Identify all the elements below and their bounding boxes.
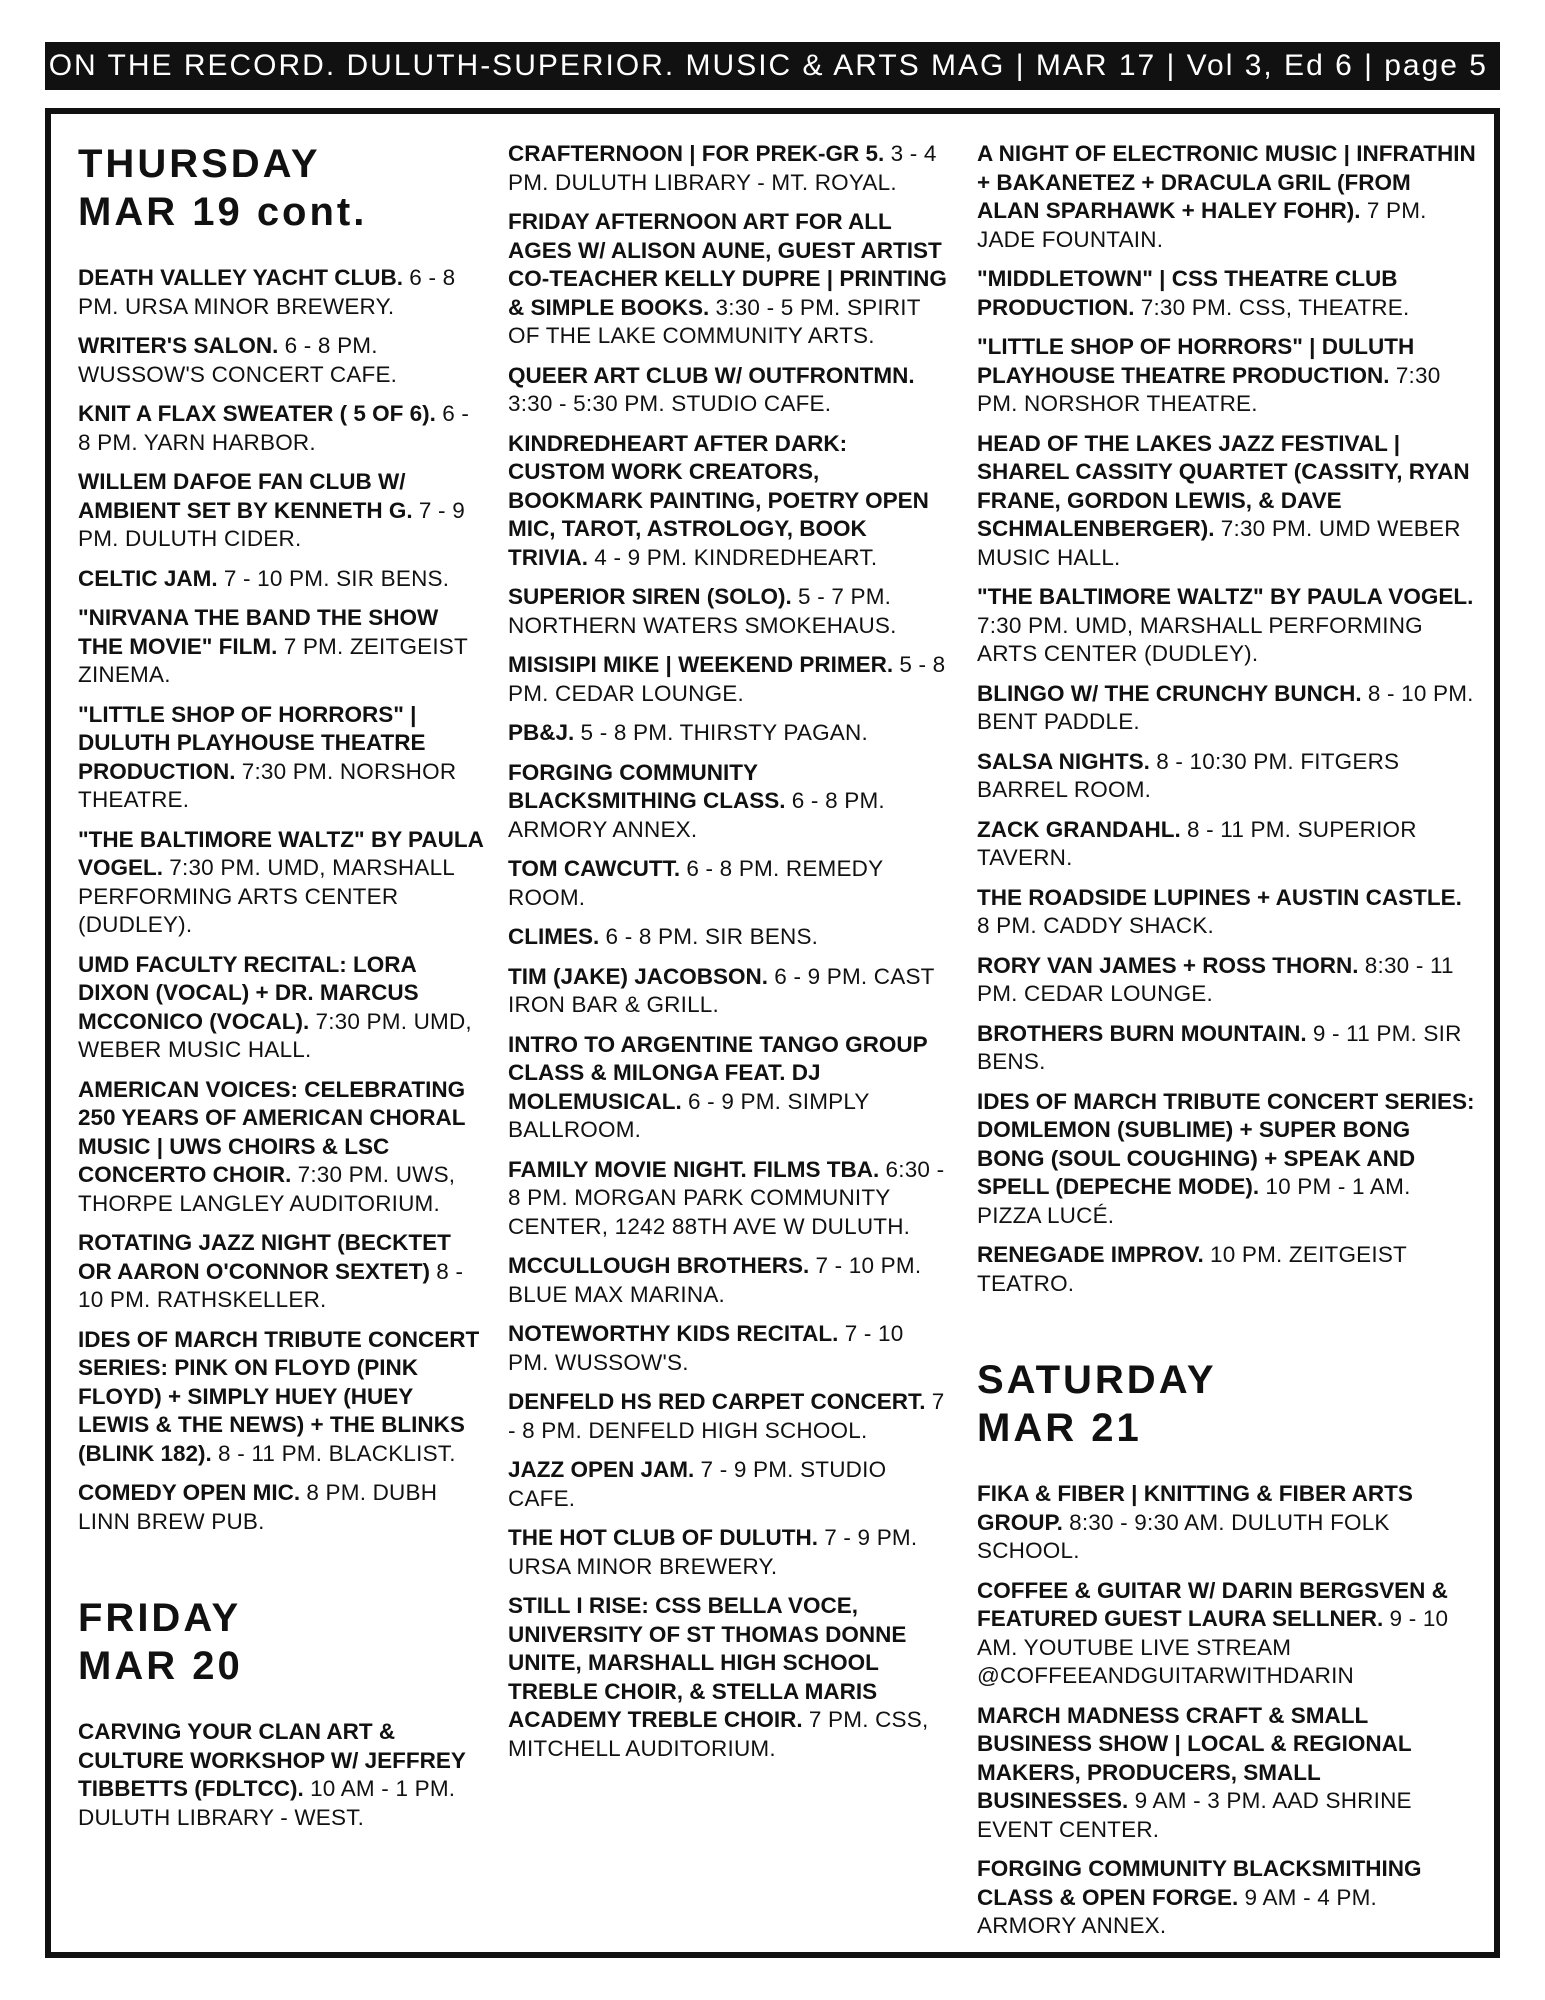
- event-title: QUEER ART CLUB W/ OUTFRONTMN.: [508, 362, 915, 388]
- event-details: 9 - 10 AM. YOUTUBE LIVE STREAM @COFFEEANDGUITARWITHDARIN: [977, 1606, 1449, 1688]
- event-title: KNIT A FLAX SWEATER ( 5 OF 6).: [78, 401, 436, 426]
- event-listing: [508, 1592, 948, 1763]
- event-title: RORY VAN JAMES + ROSS THORN.: [977, 952, 1359, 978]
- event-listing: [78, 826, 488, 940]
- event-title: DENFELD HS RED CARPET CONCERT.: [508, 1389, 926, 1414]
- event-details: 6 - 8 PM. ARMORY ANNEX.: [508, 788, 885, 842]
- event-listing: [977, 265, 1477, 322]
- event-listing: [508, 1320, 948, 1377]
- event-title: A NIGHT OF ELECTRONIC MUSIC | INFRATHIN + BAKANETEZ + DRACULA GRIL (FROM ALAN SPARHAWK + HALEY FOHR).: [977, 141, 1476, 223]
- event-title: RENEGADE IMPROV.: [977, 1242, 1204, 1267]
- event-title: "MIDDLETOWN" | CSS THEATRE CLUB PRODUCTION.: [977, 266, 1398, 320]
- event-details: 5 - 8 PM. THIRSTY PAGAN.: [580, 720, 868, 745]
- event-listing: [78, 1076, 488, 1219]
- event-title: "THE BALTIMORE WALTZ" BY PAULA VOGEL.: [78, 826, 484, 880]
- event-listing: [977, 680, 1477, 737]
- event-title: IDES OF MARCH TRIBUTE CONCERT SERIES: DOMLEMON (SUBLIME) + SUPER BONG BONG (SOUL COUGHING) + SPEAK AND SPELL (DEPECHE MODE).: [977, 1088, 1475, 1199]
- event-title: DEATH VALLEY YACHT CLUB.: [78, 265, 404, 290]
- event-listing: [977, 1577, 1477, 1691]
- event-listing: [977, 430, 1477, 573]
- event-title: BLINGO W/ THE CRUNCHY BUNCH.: [977, 680, 1362, 706]
- event-listing: [977, 1855, 1477, 1941]
- event-title: CRAFTERNOON | FOR PREK-GR 5.: [508, 141, 885, 166]
- day-heading: [78, 1594, 488, 1690]
- event-title: JAZZ OPEN JAM.: [508, 1457, 695, 1482]
- event-title: SALSA NIGHTS.: [977, 748, 1150, 774]
- event-listing: [78, 264, 488, 321]
- event-details: 8:30 - 11 PM. CEDAR LOUNGE.: [977, 952, 1454, 1006]
- event-details: 8 - 11 PM. SUPERIOR TAVERN.: [977, 816, 1417, 870]
- event-title: IDES OF MARCH TRIBUTE CONCERT SERIES: PINK ON FLOYD (PINK FLOYD) + SIMPLY HUEY (HUEY LEWIS & THE NEWS) + THE BLINKS (BLINK 182).: [78, 1326, 480, 1466]
- event-details: 6 - 8 PM. URSA MINOR BREWERY.: [78, 265, 456, 319]
- event-title: ROTATING JAZZ NIGHT (BECKTET OR AARON O'CONNOR SEXTET): [78, 1230, 451, 1284]
- column-3: [977, 140, 1477, 1952]
- event-title: "LITTLE SHOP OF HORRORS" | DULUTH PLAYHOUSE THEATRE PRODUCTION.: [78, 701, 426, 784]
- event-details: 3 - 4 PM. DULUTH LIBRARY - MT. ROYAL.: [508, 141, 937, 195]
- event-title: FORGING COMMUNITY BLACKSMITHING CLASS & OPEN FORGE.: [977, 1856, 1422, 1910]
- event-title: THE ROADSIDE LUPINES + AUSTIN CASTLE.: [977, 884, 1462, 910]
- event-listing: [508, 1156, 948, 1242]
- event-listing: [508, 1252, 948, 1309]
- event-title: FRIDAY AFTERNOON ART FOR ALL AGES W/ ALISON AUNE, GUEST ARTIST CO-TEACHER KELLY DUPRE | PRINTING & SIMPLE BOOKS.: [508, 209, 947, 320]
- event-title: NOTEWORTHY KIDS RECITAL.: [508, 1321, 839, 1346]
- event-details: 6 - 8 PM. REMEDY ROOM.: [508, 856, 883, 910]
- event-details: 7:30 PM. CSS, THEATRE.: [1140, 294, 1410, 320]
- day-heading-line: SATURDAY: [977, 1358, 1217, 1402]
- event-listing: [977, 1020, 1477, 1077]
- event-listing: [78, 1718, 488, 1832]
- event-details: 7:30 PM. UMD WEBER MUSIC HALL.: [977, 516, 1461, 570]
- event-listing: [78, 951, 488, 1065]
- event-details: 8 - 10 PM. RATHSKELLER.: [78, 1258, 464, 1312]
- event-title: COMEDY OPEN MIC.: [78, 1480, 301, 1505]
- event-listing: [508, 923, 948, 952]
- event-listing: [977, 1241, 1477, 1298]
- event-title: KINDREDHEART AFTER DARK: CUSTOM WORK CREATORS, BOOKMARK PAINTING, POETRY OPEN MIC, TAROT, ASTROLOGY, BOOK TRIVIA.: [508, 430, 929, 570]
- event-details: 10 AM - 1 PM. DULUTH LIBRARY - WEST.: [78, 1776, 456, 1830]
- event-title: SUPERIOR SIREN (SOLO).: [508, 584, 792, 609]
- event-details: 8 PM. DUBH LINN BREW PUB.: [78, 1480, 438, 1534]
- event-title: HEAD OF THE LAKES JAZZ FESTIVAL | SHAREL CASSITY QUARTET (CASSITY, RYAN FRANE, GORDON LEWIS, & DAVE SCHMALENBERGER).: [977, 430, 1470, 541]
- day-heading: [78, 140, 488, 236]
- event-listing: [508, 208, 948, 351]
- event-details: 9 AM - 4 PM. ARMORY ANNEX.: [977, 1884, 1377, 1938]
- event-listing: [977, 1480, 1477, 1566]
- event-listing: [977, 140, 1477, 254]
- event-title: "NIRVANA THE BAND THE SHOW THE MOVIE" FILM.: [78, 605, 439, 659]
- event-details: 7:30 PM. NORSHOR THEATRE.: [78, 758, 457, 812]
- event-title: "LITTLE SHOP OF HORRORS" | DULUTH PLAYHOUSE THEATRE PRODUCTION.: [977, 334, 1415, 388]
- event-details: 7 - 10 PM. BLUE MAX MARINA.: [508, 1253, 922, 1307]
- event-title: FORGING COMMUNITY BLACKSMITHING CLASS.: [508, 759, 786, 813]
- event-listing: [78, 1229, 488, 1315]
- event-title: TIM (JAKE) JACOBSON.: [508, 963, 769, 989]
- event-details: 7 - 8 PM. DENFELD HIGH SCHOOL.: [508, 1389, 945, 1443]
- event-title: TOM CAWCUTT.: [508, 856, 681, 881]
- day-heading-line: MAR 19 cont.: [78, 190, 368, 234]
- event-listing: [508, 651, 948, 708]
- event-listing: [78, 468, 488, 554]
- event-title: MARCH MADNESS CRAFT & SMALL BUSINESS SHOW | LOCAL & REGIONAL MAKERS, PRODUCERS, SMALL BUSINESSES.: [977, 1702, 1412, 1813]
- event-listing: [508, 583, 948, 640]
- event-listing: [78, 400, 488, 457]
- event-details: 7 PM. ZEITGEIST ZINEMA.: [78, 633, 468, 687]
- event-title: MCCULLOUGH BROTHERS.: [508, 1253, 810, 1278]
- event-details: 8 - 11 PM. BLACKLIST.: [218, 1440, 456, 1466]
- day-heading-line: MAR 21: [977, 1406, 1142, 1450]
- event-listing: [508, 719, 948, 748]
- event-listing: [977, 1702, 1477, 1845]
- event-details: 7:30 PM. UWS, THORPE LANGLEY AUDITORIUM.: [78, 1162, 456, 1216]
- event-details: 6 - 8 PM. YARN HARBOR.: [78, 401, 470, 455]
- event-details: 8 - 10:30 PM. FITGERS BARREL ROOM.: [977, 748, 1400, 802]
- event-details: 8 - 10 PM. BENT PADDLE.: [977, 680, 1474, 734]
- event-listing: [977, 333, 1477, 419]
- event-listing: [78, 1479, 488, 1536]
- event-title: BROTHERS BURN MOUNTAIN.: [977, 1020, 1307, 1046]
- event-details: 8 PM. CADDY SHACK.: [977, 913, 1214, 938]
- day-heading-line: MAR 20: [78, 1644, 243, 1688]
- event-title: AMERICAN VOICES: CELEBRATING 250 YEARS OF AMERICAN CHORAL MUSIC | UWS CHOIRS & LSC CONCERTO CHOIR.: [78, 1076, 466, 1187]
- event-details: 10 PM. ZEITGEIST TEATRO.: [977, 1242, 1407, 1296]
- event-title: CARVING YOUR CLAN ART & CULTURE WORKSHOP W/ JEFFREY TIBBETTS (FDLTCC).: [78, 1719, 466, 1801]
- event-listing: [508, 140, 948, 197]
- day-heading-line: THURSDAY: [78, 142, 321, 186]
- event-listing: [977, 884, 1477, 941]
- event-details: 7:30 PM. UMD, MARSHALL PERFORMING ARTS CENTER (DUDLEY).: [78, 855, 455, 937]
- event-listing: [508, 855, 948, 912]
- event-details: 9 - 11 PM. SIR BENS.: [977, 1020, 1462, 1074]
- event-details: 4 - 9 PM. KINDREDHEART.: [594, 544, 878, 570]
- event-listing: [508, 362, 948, 419]
- event-title: UMD FACULTY RECITAL: LORA DIXON (VOCAL) + DR. MARCUS MCCONICO (VOCAL).: [78, 951, 419, 1034]
- event-listing: [78, 332, 488, 389]
- event-title: INTRO TO ARGENTINE TANGO GROUP CLASS & MILONGA FEAT. DJ MOLEMUSICAL.: [508, 1031, 928, 1114]
- event-details: 6 - 9 PM. SIMPLY BALLROOM.: [508, 1088, 870, 1142]
- event-title: FIKA & FIBER | KNITTING & FIBER ARTS GROUP.: [977, 1481, 1413, 1535]
- event-title: WILLEM DAFOE FAN CLUB W/ AMBIENT SET BY KENNETH G.: [78, 469, 413, 523]
- event-details: 6 - 8 PM. WUSSOW'S CONCERT CAFE.: [78, 333, 398, 387]
- event-listing: [78, 1326, 488, 1469]
- event-details: 5 - 8 PM. CEDAR LOUNGE.: [508, 652, 946, 706]
- event-listing: [508, 1456, 948, 1513]
- event-details: 3:30 - 5 PM. SPIRIT OF THE LAKE COMMUNITY ARTS.: [508, 294, 921, 348]
- event-details: 6 - 8 PM. SIR BENS.: [605, 924, 819, 949]
- event-title: "THE BALTIMORE WALTZ" BY PAULA VOGEL.: [977, 584, 1474, 609]
- event-details: 7 - 9 PM. DULUTH CIDER.: [78, 497, 465, 551]
- event-listing: [78, 565, 488, 594]
- event-details: 9 AM - 3 PM. AAD SHRINE EVENT CENTER.: [977, 1788, 1412, 1842]
- event-details: 7 - 10 PM. WUSSOW'S.: [508, 1321, 904, 1375]
- event-listing: [78, 701, 488, 815]
- column-1: [78, 140, 488, 1843]
- event-details: 10 PM - 1 AM. PIZZA LUCÉ.: [977, 1174, 1411, 1228]
- masthead-text: ON THE RECORD. DULUTH-SUPERIOR. MUSIC & ARTS MAG | MAR 17 | Vol 3, Ed 6 | page 5: [48, 49, 1488, 82]
- event-details: 7 - 10 PM. SIR BENS.: [223, 565, 450, 591]
- event-listing: [508, 430, 948, 573]
- event-title: ZACK GRANDAHL.: [977, 816, 1181, 842]
- day-heading: [977, 1356, 1477, 1452]
- event-title: COFFEE & GUITAR W/ DARIN BERGSVEN & FEATURED GUEST LAURA SELLNER.: [977, 1577, 1448, 1631]
- event-details: 5 - 7 PM. NORTHERN WATERS SMOKEHAUS.: [508, 584, 897, 638]
- event-details: 7:30 PM. UMD, WEBER MUSIC HALL.: [78, 1008, 472, 1062]
- event-details: 7:30 PM. UMD, MARSHALL PERFORMING ARTS CENTER (DUDLEY).: [977, 612, 1423, 666]
- event-listing: [508, 1388, 948, 1445]
- event-details: 3:30 - 5:30 PM. STUDIO CAFE.: [508, 391, 832, 416]
- event-listing: [508, 1524, 948, 1581]
- masthead-bar: [45, 42, 1500, 90]
- event-listing: [977, 952, 1477, 1009]
- event-listing: [977, 583, 1477, 669]
- event-details: 7 PM. JADE FOUNTAIN.: [977, 198, 1427, 252]
- event-details: 7:30 PM. NORSHOR THEATRE.: [977, 362, 1441, 416]
- event-listing: [508, 963, 948, 1020]
- event-details: 6:30 - 8 PM. MORGAN PARK COMMUNITY CENTER, 1242 88TH AVE W DULUTH.: [508, 1156, 945, 1239]
- event-listing: [78, 604, 488, 690]
- event-title: THE HOT CLUB OF DULUTH.: [508, 1525, 818, 1550]
- event-title: FAMILY MOVIE NIGHT. FILMS TBA.: [508, 1156, 880, 1182]
- event-title: WRITER'S SALON.: [78, 333, 279, 358]
- event-details: 8:30 - 9:30 AM. DULUTH FOLK SCHOOL.: [977, 1509, 1390, 1563]
- event-details: 7 PM. CSS, MITCHELL AUDITORIUM.: [508, 1707, 929, 1761]
- event-title: CELTIC JAM.: [78, 565, 218, 591]
- event-listing: [977, 816, 1477, 873]
- event-listing: [977, 1088, 1477, 1231]
- event-title: STILL I RISE: CSS BELLA VOCE, UNIVERSITY OF ST THOMAS DONNE UNITE, MARSHALL HIGH SCHOOL TREBLE CHOIR, & STELLA MARIS ACADEMY TREBLE CHOIR.: [508, 1593, 907, 1732]
- event-details: 6 - 9 PM. CAST IRON BAR & GRILL.: [508, 963, 935, 1017]
- event-details: 7 - 9 PM. URSA MINOR BREWERY.: [508, 1525, 918, 1579]
- event-title: CLIMES.: [508, 924, 600, 949]
- day-heading-line: FRIDAY: [78, 1596, 242, 1640]
- column-2: [508, 140, 948, 1774]
- event-listing: [508, 759, 948, 845]
- event-listing: [977, 748, 1477, 805]
- event-listing: [508, 1031, 948, 1145]
- event-details: 7 - 9 PM. STUDIO CAFE.: [508, 1457, 887, 1511]
- event-title: MISISIPI MIKE | WEEKEND PRIMER.: [508, 652, 894, 677]
- event-title: PB&J.: [508, 720, 575, 745]
